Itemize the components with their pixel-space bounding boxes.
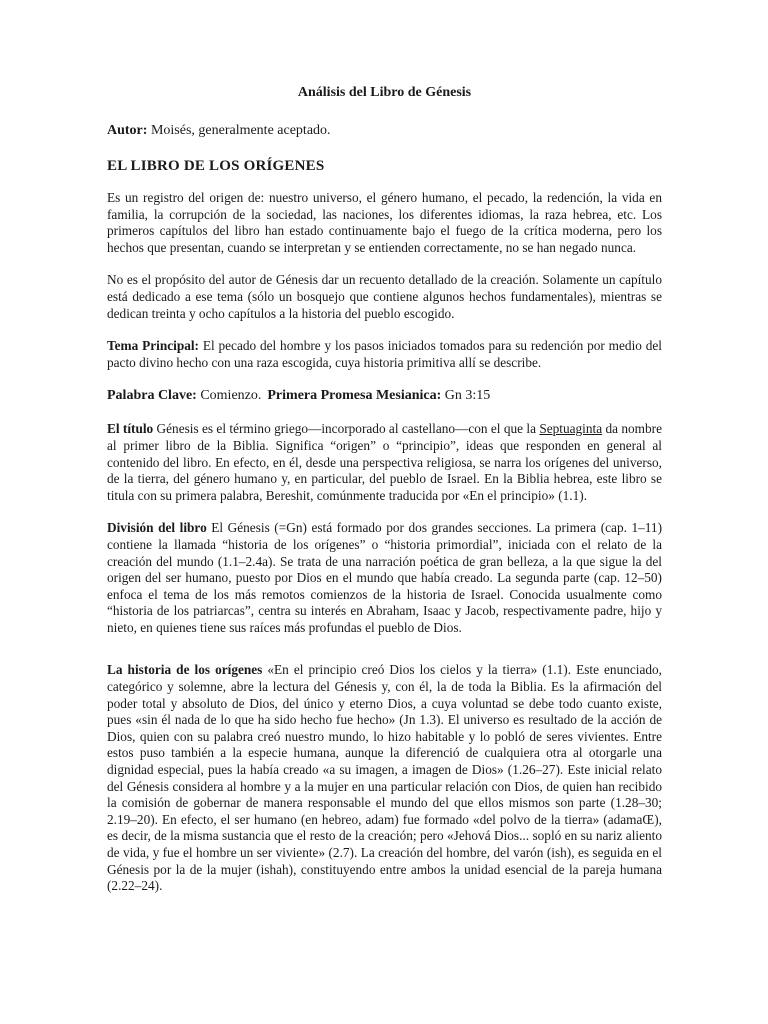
section-heading: EL LIBRO DE LOS ORÍGENES [107,158,325,174]
promise-text: Gn 3:15 [441,388,491,404]
title-section-text-after: da nombre al primer libro de la Biblia. Significa “origen” o “principio”, ideas que responden en general al contenido del libro. En efecto, en él, desde una perspectiva religiosa, se narra los orígenes del universo, de la tierra, del género humano y, en particular, del pueblo de Israel. En la Biblia hebrea, este libro se titula con su primera palabra, Bereshit, comúnmente traducida por «En el principio» (1.1). [107,421,662,503]
promise-label: Primera Promesa Mesianica: [267,388,442,404]
title-section-paragraph [107,421,662,504]
document-title: Análisis del Libro de Génesis [297,85,472,100]
title-section-label: El título [107,421,154,437]
author-line [107,122,662,140]
history-text: «En el principio creó Dios los cielos y la tierra» (1.1). Este enunciado, categórico y solemne, abre la lectura del Génesis y, con él, la de toda la Biblia. Es la afirmación del poder total y absoluto de Dios, del único y eterno Dios, a cuya voluntad se debe todo cuanto existe, pues «sin él nada de lo que ha sido hecho fue hecho» (Jn 1.3). El universo es resultado de la acción de Dios, quien con su palabra creó nuestro mundo, lo hizo habitable y lo pobló de seres vivientes. Entre estos puso también a la especie humana, aunque la diferenció de cualquiera otra al otorgarle una dignidad especial, pues la había creado «a su imagen, a imagen de Dios» (1.26–27). Este inicial relato del Génesis considera al hombre y a la mujer en una particular relación con Dios, de quien han recibido la comisión de gobernar de manera responsable el mundo del que ellos mismos son parte (1.28–30; 2.19–20). En efecto, el ser humano (en hebreo, adam) fue formado «del polvo de la tierra» (adamaŒ), es decir, de la misma sustancia que el resto de la creación; pero «Jehová Dios... sopló en su nariz aliento de vida, y fue el hombre un ser viviente» (2.7). La creación del hombre, del varón (ish), es seguida en el Génesis por la de la mujer (ishah), constituyendo entre ambos la unidad esencial de la pareja humana (2.22–24). [107,662,662,894]
paragraph-purpose: No es el propósito del autor de Génesis dar un recuento detallado de la creación. Solamente un capítulo está dedicado a ese tema (sólo un bosquejo que contiene algunos hechos fundamentales), mientras se dedican treinta y ocho capítulos a la historia del pueblo escogido. [107,272,662,321]
division-text: El Génesis (=Gn) está formado por dos grandes secciones. La primera (cap. 1–11) contiene la llamada “historia de los orígenes” o “historia primordial”, iniciada con el relato de la creación del mundo (1.1–2.4a). Se trata de una narración poética de gran belleza, a la que sigue la del origen del ser humano, puesto por Dios en el mundo que había creado. La segunda parte (cap. 12–50) enfoca el tema de los más remotos comienzos de la historia de Israel. Conocida usualmente como “historia de los patriarcas”, centra su interés en Abraham, Isaac y Jacob, respectivamente padre, hijo y nieto, en quienes tiene sus raíces más profundas el pueblo de Dios. [107,520,662,635]
author-label: Autor: [107,123,148,138]
septuaginta-link[interactable]: Septuaginta [539,421,603,437]
paragraph-origins: Es un registro del origen de: nuestro universo, el género humano, el pecado, la redención, la vida en familia, la corrupción de la sociedad, las naciones, los diferentes idiomas, la raza hebrea, etc. Los primeros capítulos del libro han estado continuamente bajo el fuego de la crítica moderna, pero los hechos que presentan, cuando se interpretan y se entienden correctamente, no se han negado nunca. [107,190,662,255]
keyword-line [107,387,662,405]
division-label: División del libro [107,520,207,536]
keyword-text: Comienzo. [196,388,262,404]
division-paragraph [107,520,662,636]
keyword-label: Palabra Clave: [107,388,197,404]
history-paragraph [107,662,662,894]
main-theme-paragraph [107,338,662,371]
main-theme-label: Tema Principal: [107,338,199,354]
history-label: La historia de los orígenes [107,662,263,678]
main-theme-text: El pecado del hombre y los pasos iniciados tomados para su redención por medio del pacto divino hecho con una raza escogida, cuya historia primitiva allí se describe. [107,338,662,370]
title-section-text-before: Génesis es el término griego—incorporado al castellano—con el que la [153,421,540,437]
author-text: Moisés, generalmente aceptado. [147,123,331,138]
